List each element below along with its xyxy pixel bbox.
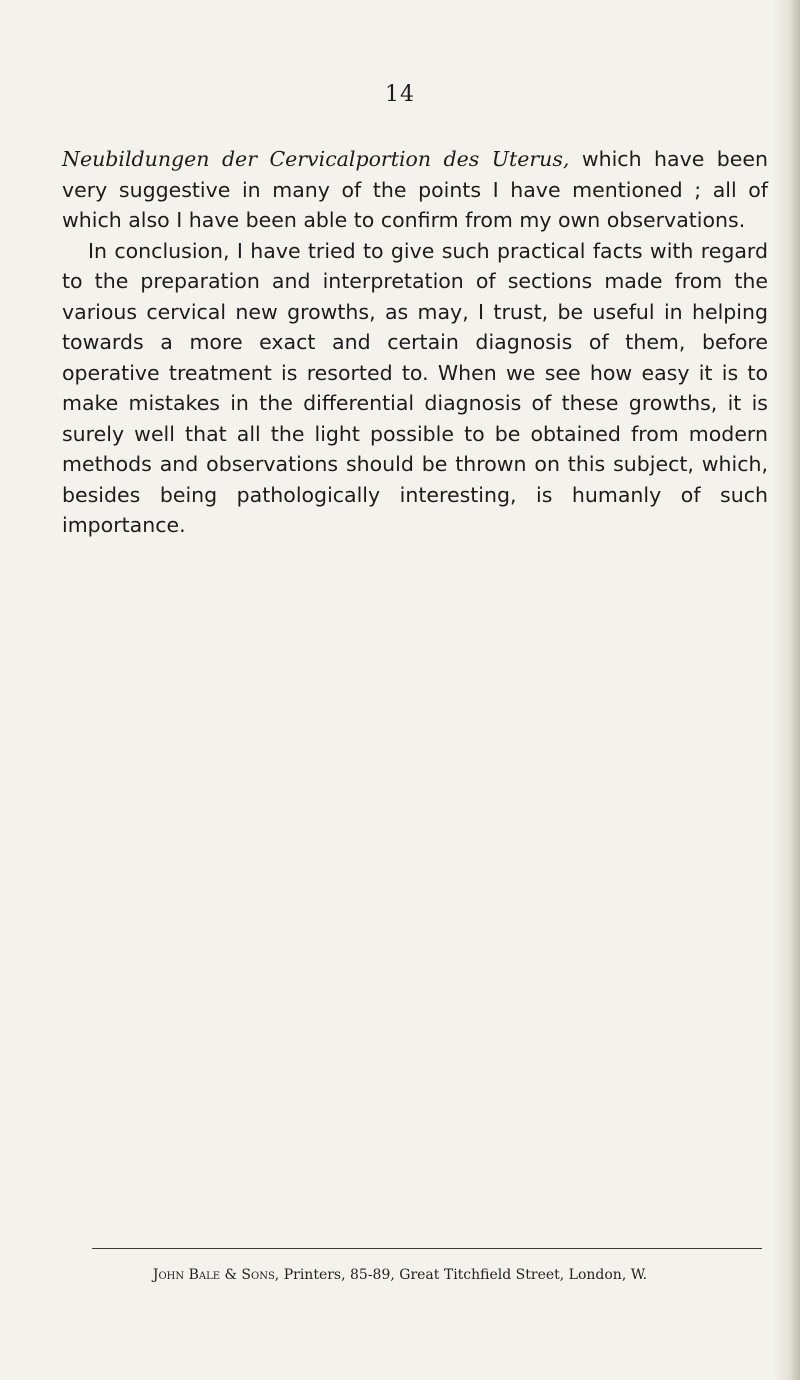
body-text [62, 144, 768, 541]
paragraph-1-text: which have been very suggestive in many of the points I have mentioned ; all of which also I have been able to confirm from my own observations. [62, 147, 768, 232]
footer-rule [92, 1248, 762, 1249]
printer-name: John Bale & Sons, [152, 1267, 280, 1283]
page-edge-shadow [772, 0, 800, 1380]
page-number: 14 [385, 82, 415, 107]
printer-address: Printers, 85-89, Great Titchfield Street, London, W. [279, 1267, 648, 1283]
paragraph-1 [62, 144, 768, 236]
paragraph-2: In conclusion, I have tried to give such practical facts with regard to the preparation and interpretation of sections made from the various cervical new growths, as may, I trust, be useful in helping towards a more exact and certain diagnosis of them, before operative treatment is resorted to. When we see how easy it is to make mistakes in the differential diagnosis of these growths, it is surely well that all the light possible to be obtained from modern methods and observations should be thrown on this subject, which, besides being pathologically interesting, is humanly of such importance. [62, 238, 768, 537]
printer-imprint [0, 1267, 800, 1283]
italic-title: Neubildungen der Cervicalportion des Uterus, [62, 147, 570, 171]
